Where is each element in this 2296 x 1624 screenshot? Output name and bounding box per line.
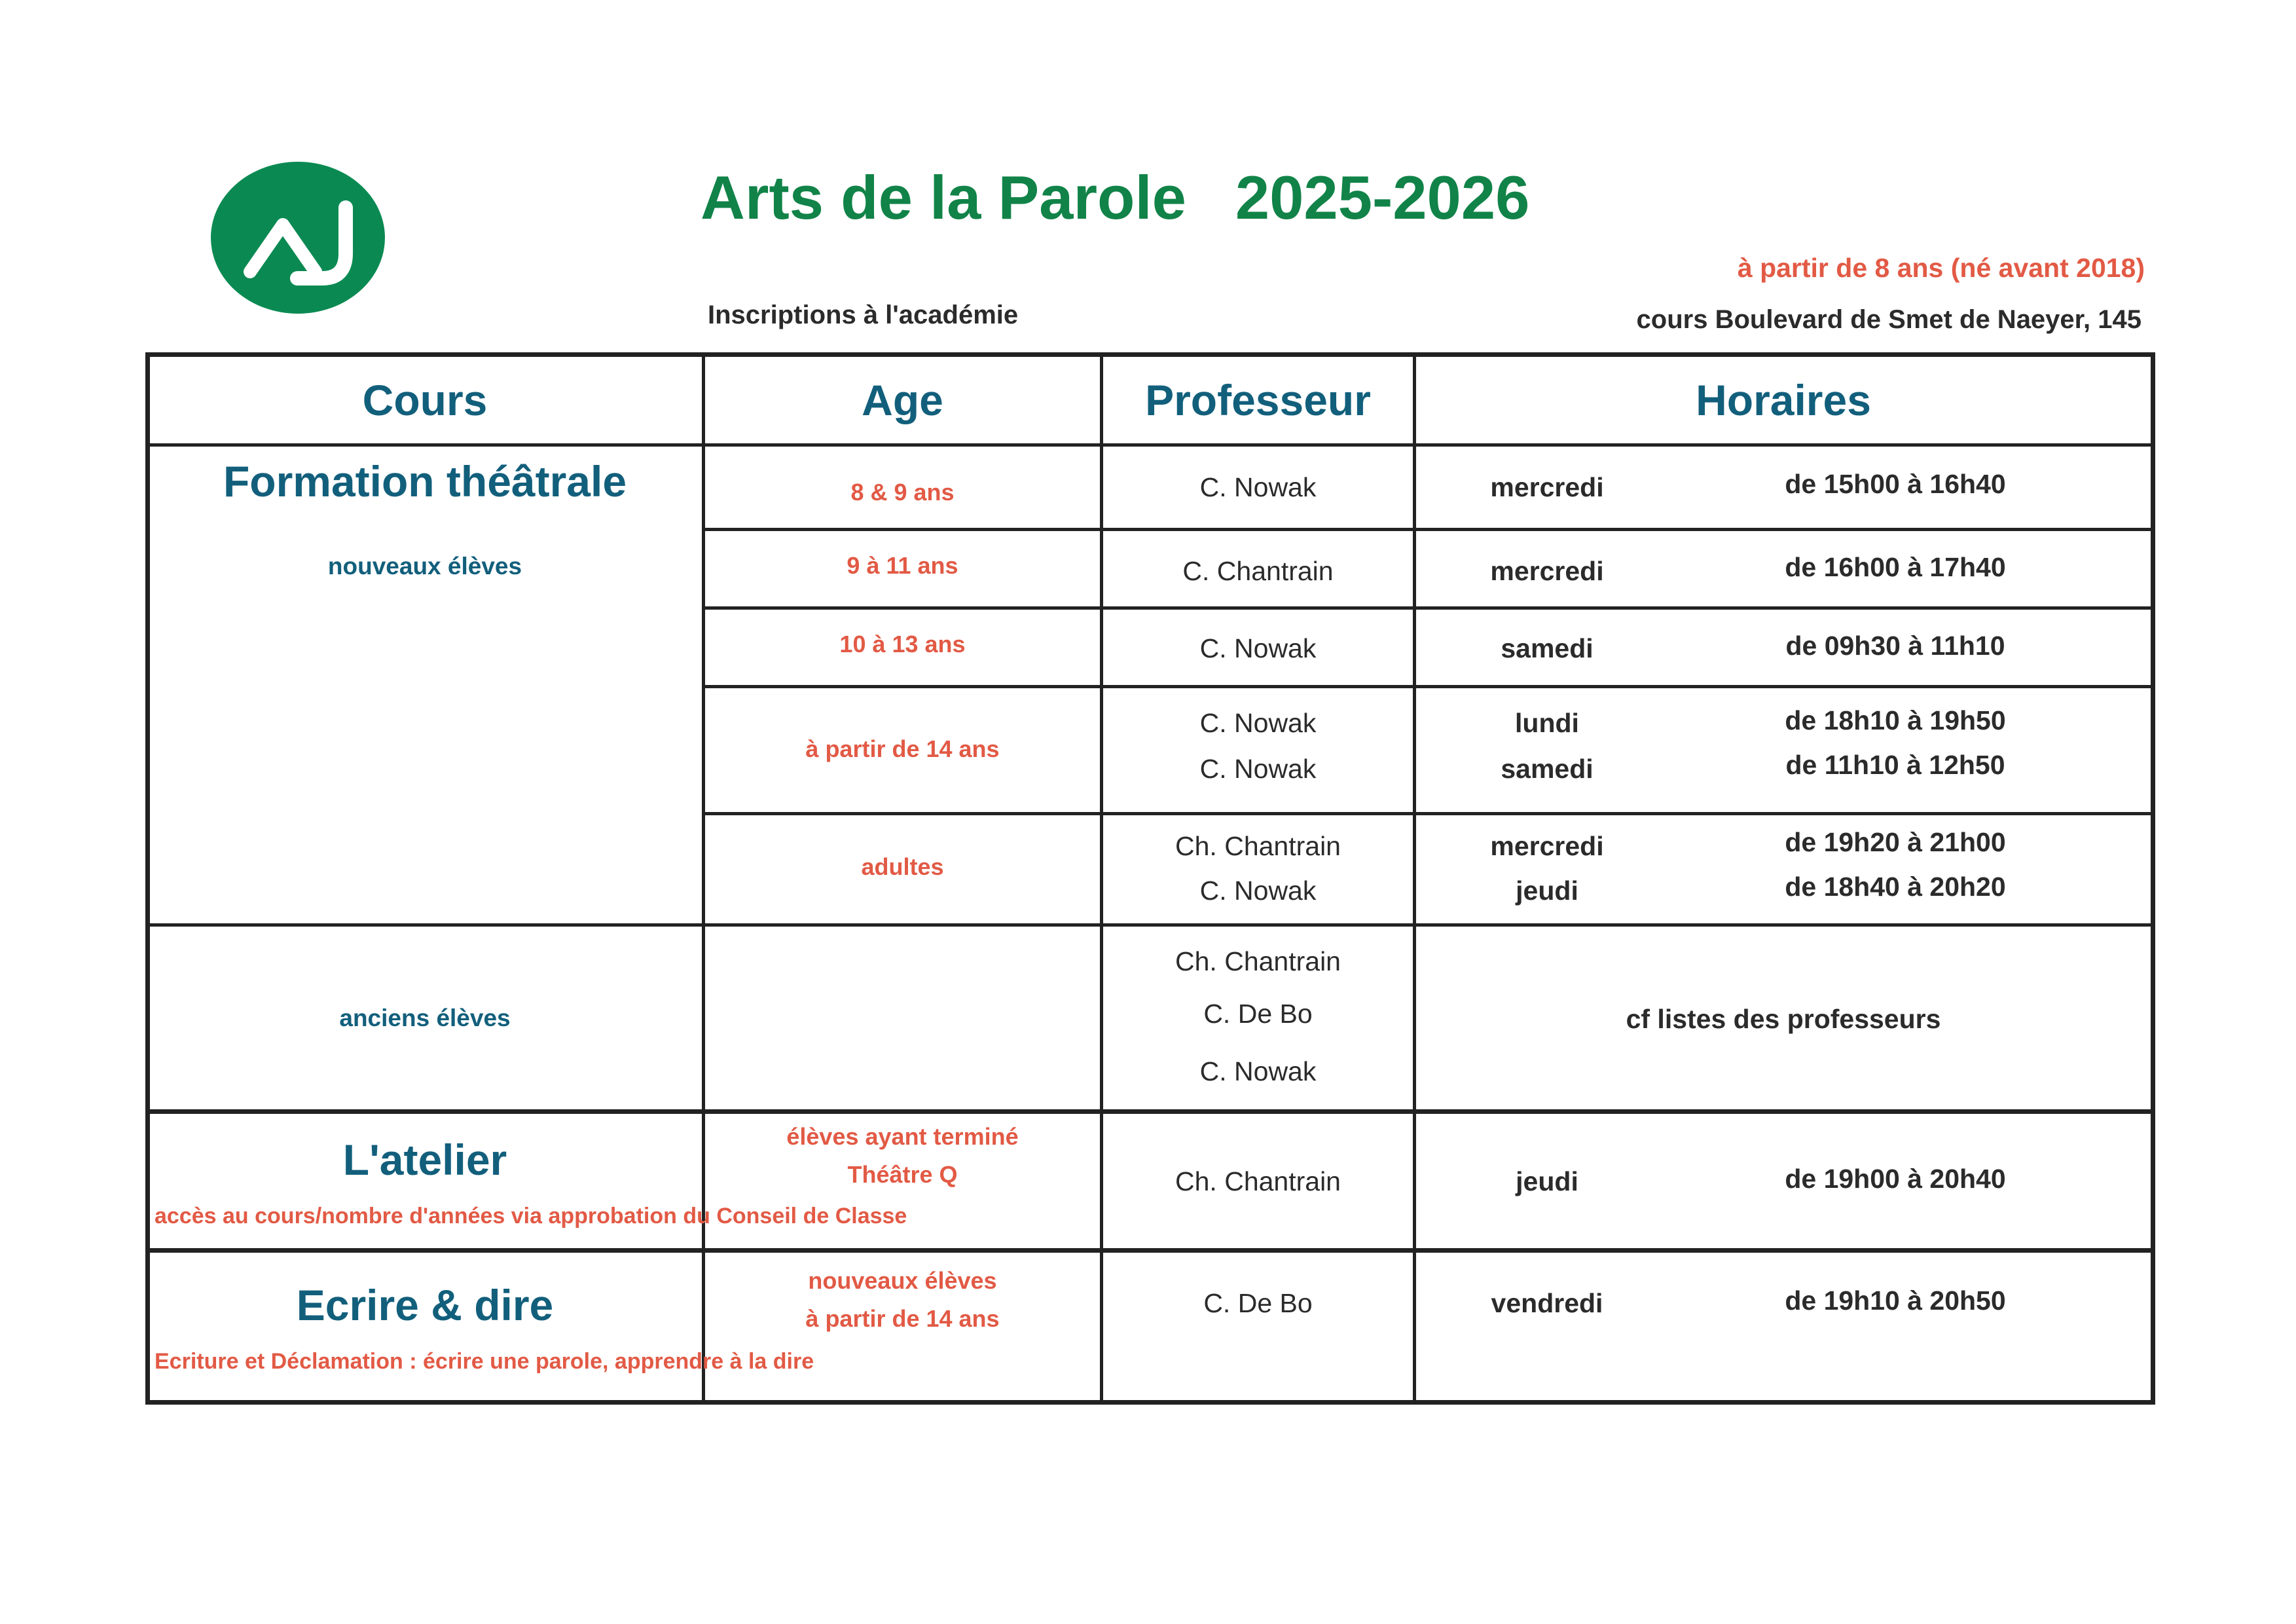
row4-time-2: de 11h10 à 12h50 [1785, 750, 2005, 780]
row-sep-2 [702, 606, 2155, 610]
inscriptions-label: Inscriptions à l'académie [708, 301, 1019, 329]
course-atelier-title: L'atelier [342, 1135, 507, 1184]
header-cours: Cours [362, 376, 488, 424]
row-sep-7 [145, 1248, 2155, 1253]
title-year: 2025-2026 [1235, 163, 1530, 232]
address-label: cours Boulevard de Smet de Naeyer, 145 [1636, 305, 2141, 334]
course-ecrire-title: Ecrire & dire [296, 1281, 554, 1329]
row5-age: adultes [861, 853, 944, 880]
row5-time-1: de 19h20 à 21h00 [1785, 827, 2006, 857]
atelier-time: de 19h00 à 20h40 [1785, 1164, 2006, 1194]
header-professeur: Professeur [1145, 376, 1371, 424]
table-border-right [2151, 352, 2155, 1405]
col-sep-3 [1413, 352, 1416, 1400]
row3-time: de 09h30 à 11h10 [1785, 631, 2005, 661]
row-sep-header [145, 443, 2155, 447]
row-sep-3 [702, 685, 2155, 688]
row3-prof: C. Nowak [1199, 633, 1317, 663]
row4-day-1: lundi [1515, 708, 1579, 738]
header-horaires: Horaires [1696, 376, 1871, 424]
old-students-label: anciens élèves [339, 1005, 511, 1031]
row2-prof: C. Chantrain [1182, 556, 1334, 586]
row1-time: de 15h00 à 16h40 [1785, 469, 2006, 499]
row4-prof-1: C. Nowak [1199, 708, 1317, 738]
title-text: Arts de la Parole [701, 163, 1186, 232]
atelier-age-1: élèves ayant terminé [786, 1123, 1019, 1150]
row-sep-1 [702, 528, 2155, 531]
row2-time: de 16h00 à 17h40 [1785, 552, 2006, 582]
col-sep-2 [1100, 352, 1103, 1400]
table-border-bottom [145, 1400, 2155, 1405]
atelier-prof: Ch. Chantrain [1175, 1166, 1341, 1196]
row5-day-2: jeudi [1516, 876, 1578, 906]
course-ecrire-note: Ecriture et Déclamation : écrire une parole, apprendre à la dire [155, 1349, 814, 1374]
row4-time-1: de 18h10 à 19h50 [1785, 705, 2006, 735]
ecrire-time: de 19h10 à 20h50 [1785, 1285, 2006, 1316]
table-border-left [145, 352, 150, 1405]
row3-day: samedi [1501, 633, 1594, 663]
table-border-top [145, 352, 2155, 357]
row2-age: 9 à 11 ans [847, 552, 958, 579]
course-formation-new-students: nouveaux élèves [327, 553, 522, 580]
course-atelier-note: accès au cours/nombre d'années via approbation du Conseil de Classe [155, 1204, 907, 1228]
row4-prof-2: C. Nowak [1199, 754, 1317, 784]
ecrire-age-1: nouveaux élèves [808, 1267, 997, 1294]
ecrire-age-2: à partir de 14 ans [805, 1305, 1000, 1332]
old-students-prof-3: C. Nowak [1199, 1056, 1317, 1086]
row1-prof: C. Nowak [1199, 472, 1317, 502]
header-age: Age [862, 376, 943, 424]
row5-prof-1: Ch. Chantrain [1175, 831, 1341, 861]
row4-day-2: samedi [1501, 754, 1594, 784]
atelier-day: jeudi [1516, 1166, 1578, 1196]
aj-logo [211, 162, 385, 314]
row5-prof-2: C. Nowak [1199, 876, 1317, 906]
row-sep-4 [702, 812, 2155, 815]
row-sep-5 [145, 923, 2155, 927]
old-students-prof-2: C. De Bo [1203, 999, 1313, 1029]
row1-age: 8 & 9 ans [850, 479, 955, 506]
ecrire-prof: C. De Bo [1203, 1288, 1313, 1318]
row-sep-6 [145, 1109, 2155, 1114]
aj-logo-mark-icon [211, 162, 385, 314]
atelier-age-2: Théâtre Q [847, 1161, 958, 1188]
row1-day: mercredi [1490, 472, 1604, 502]
ecrire-day: vendredi [1491, 1288, 1603, 1318]
row2-day: mercredi [1490, 556, 1604, 586]
row5-day-1: mercredi [1490, 831, 1604, 861]
course-formation-title: Formation théâtrale [223, 457, 627, 506]
row5-time-2: de 18h40 à 20h20 [1785, 872, 2006, 902]
old-students-prof-1: Ch. Chantrain [1175, 946, 1341, 976]
age-requirement-note: à partir de 8 ans (né avant 2018) [1737, 253, 2145, 283]
page-title [701, 162, 1529, 233]
row4-age: à partir de 14 ans [805, 735, 1000, 762]
row3-age: 10 à 13 ans [839, 631, 966, 657]
old-students-schedule: cf listes des professeurs [1626, 1004, 1941, 1034]
